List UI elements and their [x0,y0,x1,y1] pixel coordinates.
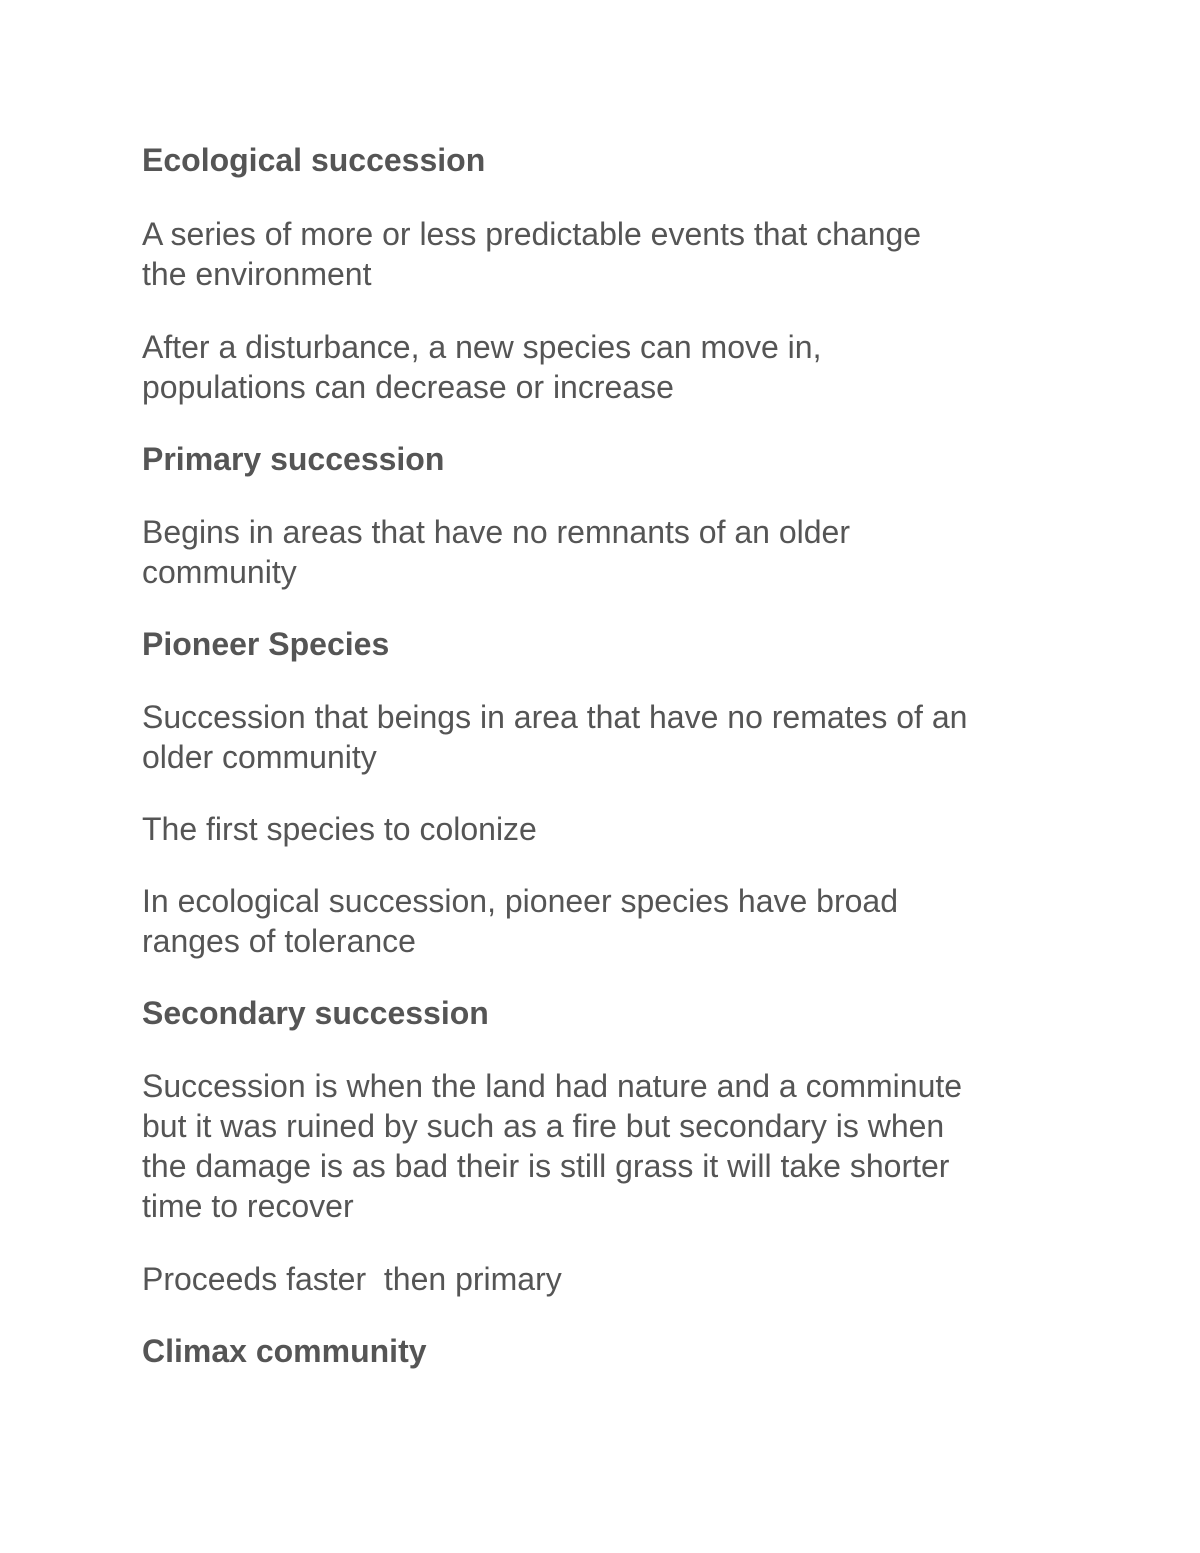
text-line: After a disturbance, a new species can move in, [142,329,822,365]
text-line: Begins in areas that have no remnants of an older [142,514,850,550]
heading-pioneer-species: Pioneer Species [142,626,390,662]
text-line: A series of more or less predictable events that change [142,216,922,252]
text-line: community [142,554,297,590]
paragraph-ecological-definition [142,214,1082,294]
heading-climax-community: Climax community [142,1333,427,1369]
text-line: Succession is when the land had nature and a comminute [142,1068,963,1104]
text-line: the environment [142,256,372,292]
text-line: ranges of tolerance [142,923,416,959]
text-line: populations can decrease or increase [142,369,674,405]
paragraph-first-species [142,809,1082,849]
paragraph-primary-definition [142,512,1082,592]
text-line: but it was ruined by such as a fire but secondary is when [142,1108,945,1144]
paragraph-pioneer-definition [142,697,1082,777]
text-line: the damage is as bad their is still grass it will take shorter [142,1148,950,1184]
text-line: The first species to colonize [142,811,537,847]
text-line: older community [142,739,377,775]
text-line: In ecological succession, pioneer species have broad [142,883,899,919]
paragraph-secondary-definition [142,1066,1082,1226]
paragraph-proceeds-faster [142,1259,1082,1299]
heading-primary-succession: Primary succession [142,441,445,477]
paragraph-after-disturbance [142,327,1082,407]
heading-secondary-succession: Secondary succession [142,995,489,1031]
text-line: Proceeds faster then primary [142,1261,562,1297]
text-line: time to recover [142,1188,354,1224]
heading-ecological-succession: Ecological succession [142,142,486,178]
text-line: Succession that beings in area that have no remates of an [142,699,968,735]
paragraph-pioneer-tolerance [142,881,1082,961]
